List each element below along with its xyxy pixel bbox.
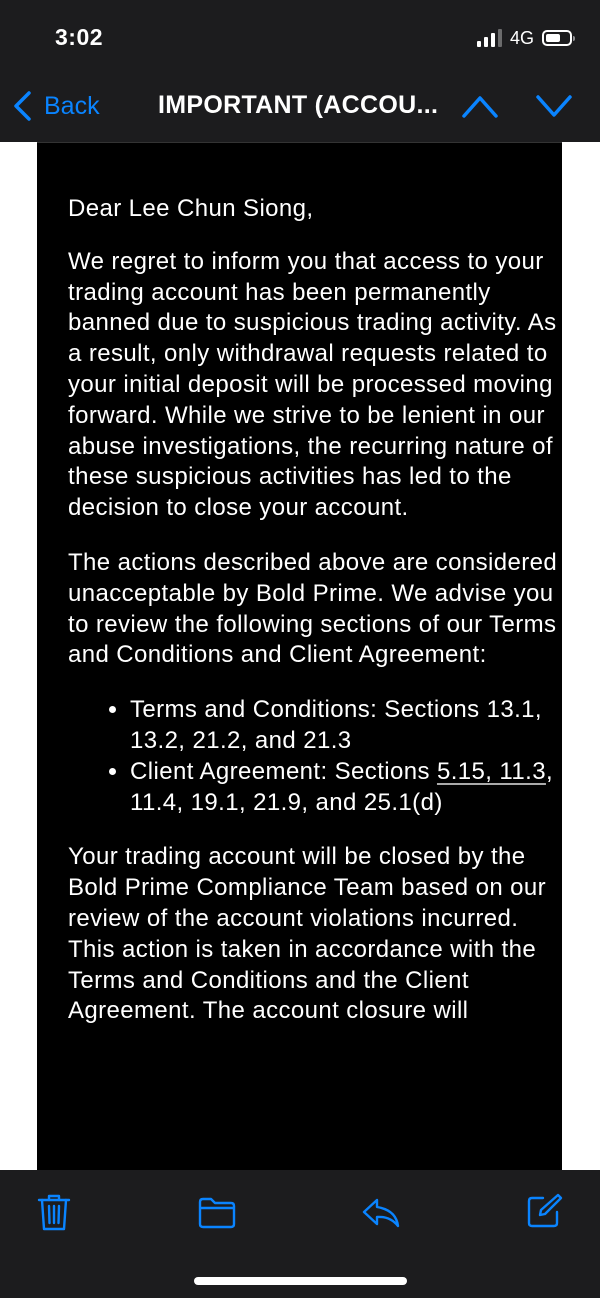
- list-item: [130, 757, 558, 819]
- back-button[interactable]: [12, 90, 100, 122]
- sections-list: [68, 695, 558, 818]
- paragraph-1: We regret to inform you that access to your trading account has been permanently banned due to suspicious trading activity. As a result, only withdrawal requests related to your initial deposit will be processed moving forward. While we strive to be lenient in our abuse investigations, the recurring nature of these suspicious activities has led to the decision to close your account.: [68, 247, 557, 522]
- home-indicator[interactable]: [194, 1277, 407, 1285]
- paragraph-2: The actions described above are considered unacceptable by Bold Prime. We advise you to review the following sections of our Terms and Conditions and Client Agreement:: [68, 548, 558, 669]
- terms-sections: Terms and Conditions: Sections 13.1, 13.2, 21.2, and 21.3: [130, 696, 542, 754]
- sections-link[interactable]: 5.15, 11.3: [436, 757, 546, 785]
- folder-icon[interactable]: [197, 1196, 237, 1230]
- greeting: Dear Lee Chun Siong,: [68, 195, 314, 222]
- list-item: [130, 695, 558, 757]
- back-label: Back: [44, 91, 100, 120]
- message-content: [68, 194, 558, 1051]
- status-time: 3:02: [55, 24, 104, 50]
- client-sections-prefix: Client Agreement: Sections: [130, 757, 437, 785]
- next-message-button[interactable]: [535, 92, 573, 120]
- top-bar: [0, 0, 600, 142]
- signal-icon: [477, 29, 502, 47]
- reply-icon[interactable]: [361, 1196, 401, 1230]
- paragraph-3: Your trading account will be closed by the Bold Prime Compliance Team based on our review of the account violations incurred. This action is taken in accordance with the Terms and Conditions and the Client Agreement. The account closure will: [68, 843, 547, 1025]
- message-body[interactable]: [37, 154, 562, 1170]
- status-indicators: [477, 27, 572, 49]
- compose-icon[interactable]: [525, 1192, 563, 1230]
- network-label: 4G: [509, 27, 534, 48]
- previous-message-button[interactable]: [461, 92, 499, 120]
- trash-icon[interactable]: [36, 1192, 72, 1232]
- email-subject: IMPORTANT (ACCOU...: [158, 91, 439, 119]
- client-sections-suffix: , 11.4, 19.1, 21.9, and 25.1(d): [130, 757, 554, 816]
- chevron-left-icon: [12, 90, 32, 122]
- battery-icon: [542, 30, 572, 46]
